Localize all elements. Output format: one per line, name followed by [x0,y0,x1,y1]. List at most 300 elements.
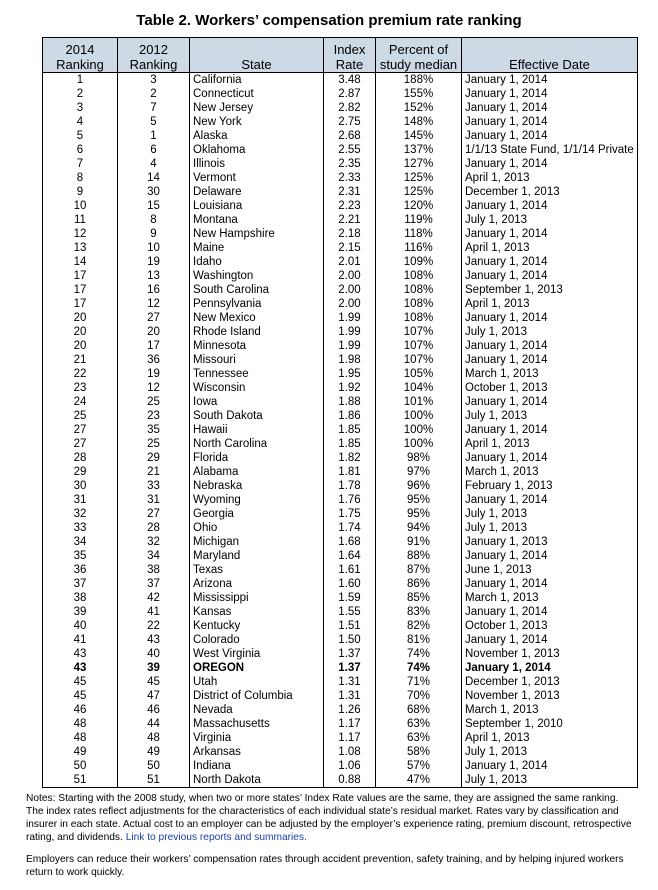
cell-index-rate: 1.75 [324,507,376,521]
cell-effective-date: March 1, 2013 [462,465,638,479]
cell-index-rate: 0.88 [324,773,376,788]
cell-2012-ranking: 10 [118,241,190,255]
cell-2014-ranking: 25 [43,409,118,423]
cell-2012-ranking: 25 [118,437,190,451]
cell-2014-ranking: 28 [43,451,118,465]
cell-2014-ranking: 48 [43,717,118,731]
cell-percent-median: 152% [376,101,462,115]
cell-percent-median: 63% [376,717,462,731]
cell-2012-ranking: 47 [118,689,190,703]
table-row [43,479,638,493]
cell-2014-ranking: 13 [43,241,118,255]
cell-state: Michigan [190,535,324,549]
cell-2012-ranking: 22 [118,619,190,633]
cell-state: Kansas [190,605,324,619]
cell-percent-median: 94% [376,521,462,535]
cell-index-rate: 1.98 [324,353,376,367]
cell-state: California [190,73,324,88]
header-effective-date: Effective Date [462,38,638,73]
table-row [43,451,638,465]
cell-effective-date: January 1, 2014 [462,227,638,241]
cell-percent-median: 100% [376,423,462,437]
table-row [43,73,638,88]
cell-percent-median: 155% [376,87,462,101]
table-row [43,269,638,283]
cell-index-rate: 2.68 [324,129,376,143]
cell-index-rate: 1.37 [324,647,376,661]
cell-2014-ranking: 30 [43,479,118,493]
cell-percent-median: 97% [376,465,462,479]
cell-2012-ranking: 9 [118,227,190,241]
cell-state: Colorado [190,633,324,647]
cell-percent-median: 100% [376,437,462,451]
cell-state: Kentucky [190,619,324,633]
cell-effective-date: June 1, 2013 [462,563,638,577]
table-row [43,563,638,577]
cell-2014-ranking: 17 [43,269,118,283]
cell-percent-median: 145% [376,129,462,143]
cell-percent-median: 57% [376,759,462,773]
cell-2012-ranking: 16 [118,283,190,297]
cell-percent-median: 120% [376,199,462,213]
cell-percent-median: 104% [376,381,462,395]
cell-index-rate: 1.61 [324,563,376,577]
cell-2012-ranking: 32 [118,535,190,549]
cell-2012-ranking: 42 [118,591,190,605]
cell-effective-date: January 1, 2014 [462,87,638,101]
cell-2012-ranking: 12 [118,297,190,311]
cell-state: Pennsylvania [190,297,324,311]
cell-index-rate: 1.99 [324,325,376,339]
cell-state: Oklahoma [190,143,324,157]
cell-2012-ranking: 19 [118,255,190,269]
cell-2012-ranking: 40 [118,647,190,661]
cell-percent-median: 105% [376,367,462,381]
cell-2012-ranking: 35 [118,423,190,437]
cell-percent-median: 95% [376,507,462,521]
cell-effective-date: April 1, 2013 [462,171,638,185]
cell-2012-ranking: 19 [118,367,190,381]
table-header-row [43,38,638,73]
cell-percent-median: 109% [376,255,462,269]
cell-effective-date: April 1, 2013 [462,241,638,255]
cell-2012-ranking: 3 [118,73,190,88]
cell-effective-date: January 1, 2014 [462,311,638,325]
table-row [43,325,638,339]
cell-index-rate: 1.81 [324,465,376,479]
cell-percent-median: 87% [376,563,462,577]
cell-percent-median: 86% [376,577,462,591]
cell-state: Virginia [190,731,324,745]
cell-effective-date: September 1, 2013 [462,283,638,297]
cell-effective-date: October 1, 2013 [462,381,638,395]
cell-effective-date: January 1, 2014 [462,395,638,409]
cell-2014-ranking: 43 [43,661,118,675]
cell-state: West Virginia [190,647,324,661]
cell-percent-median: 81% [376,633,462,647]
cell-index-rate: 2.31 [324,185,376,199]
header-percent-median: Percent of study median [376,38,462,73]
cell-2014-ranking: 45 [43,689,118,703]
cell-index-rate: 1.99 [324,311,376,325]
cell-state: North Carolina [190,437,324,451]
cell-index-rate: 1.64 [324,549,376,563]
header-2012-ranking: 2012 Ranking [118,38,190,73]
cell-effective-date: January 1, 2014 [462,339,638,353]
cell-effective-date: March 1, 2013 [462,367,638,381]
cell-2014-ranking: 27 [43,423,118,437]
table-row [43,633,638,647]
cell-index-rate: 1.92 [324,381,376,395]
cell-2012-ranking: 27 [118,507,190,521]
cell-percent-median: 58% [376,745,462,759]
cell-state: Mississippi [190,591,324,605]
cell-state: New Hampshire [190,227,324,241]
cell-2014-ranking: 10 [43,199,118,213]
cell-percent-median: 137% [376,143,462,157]
cell-percent-median: 107% [376,339,462,353]
cell-percent-median: 83% [376,605,462,619]
cell-effective-date: April 1, 2013 [462,731,638,745]
cell-percent-median: 100% [376,409,462,423]
cell-2014-ranking: 48 [43,731,118,745]
cell-state: Louisiana [190,199,324,213]
cell-index-rate: 1.76 [324,493,376,507]
cell-2012-ranking: 43 [118,633,190,647]
cell-effective-date: February 1, 2013 [462,479,638,493]
cell-percent-median: 71% [376,675,462,689]
cell-state: Florida [190,451,324,465]
cell-index-rate: 1.06 [324,759,376,773]
table-row [43,381,638,395]
cell-index-rate: 2.35 [324,157,376,171]
cell-2012-ranking: 38 [118,563,190,577]
cell-index-rate: 1.26 [324,703,376,717]
cell-index-rate: 1.08 [324,745,376,759]
table-row [43,367,638,381]
cell-state: Delaware [190,185,324,199]
cell-2014-ranking: 34 [43,535,118,549]
table-row [43,353,638,367]
cell-index-rate: 1.31 [324,675,376,689]
table-row [43,619,638,633]
cell-2014-ranking: 35 [43,549,118,563]
cell-effective-date: April 1, 2013 [462,297,638,311]
cell-index-rate: 1.31 [324,689,376,703]
table-row [43,535,638,549]
cell-2014-ranking: 17 [43,297,118,311]
cell-2012-ranking: 36 [118,353,190,367]
table-row [43,731,638,745]
cell-2012-ranking: 31 [118,493,190,507]
cell-state: Texas [190,563,324,577]
cell-state: Tennessee [190,367,324,381]
cell-2012-ranking: 33 [118,479,190,493]
cell-percent-median: 107% [376,325,462,339]
table-row [43,437,638,451]
cell-effective-date: January 1, 2014 [462,129,638,143]
cell-state: OREGON [190,661,324,675]
cell-percent-median: 101% [376,395,462,409]
cell-percent-median: 125% [376,185,462,199]
cell-2012-ranking: 49 [118,745,190,759]
cell-index-rate: 2.23 [324,199,376,213]
cell-percent-median: 148% [376,115,462,129]
cell-2012-ranking: 17 [118,339,190,353]
cell-2014-ranking: 20 [43,339,118,353]
cell-2014-ranking: 49 [43,745,118,759]
footer-text: Employers can reduce their workers’ compensation rates through accident prevention, safety training, and by helping injured workers return to work quickly. [26,854,624,878]
table-row [43,311,638,325]
cell-index-rate: 2.01 [324,255,376,269]
cell-index-rate: 2.33 [324,171,376,185]
notes [26,792,636,844]
cell-percent-median: 91% [376,535,462,549]
cell-effective-date: October 1, 2013 [462,619,638,633]
cell-2014-ranking: 36 [43,563,118,577]
cell-percent-median: 108% [376,311,462,325]
cell-2012-ranking: 6 [118,143,190,157]
cell-2012-ranking: 2 [118,87,190,101]
cell-state: Utah [190,675,324,689]
cell-2014-ranking: 20 [43,325,118,339]
table-row [43,283,638,297]
cell-state: Nevada [190,703,324,717]
cell-index-rate: 2.00 [324,283,376,297]
cell-2012-ranking: 4 [118,157,190,171]
cell-effective-date: January 1, 2014 [462,633,638,647]
cell-2014-ranking: 6 [43,143,118,157]
cell-state: South Carolina [190,283,324,297]
table-row [43,255,638,269]
cell-percent-median: 118% [376,227,462,241]
cell-percent-median: 47% [376,773,462,788]
cell-percent-median: 63% [376,731,462,745]
cell-2012-ranking: 25 [118,395,190,409]
cell-effective-date: January 1, 2014 [462,493,638,507]
cell-state: Wyoming [190,493,324,507]
cell-2012-ranking: 28 [118,521,190,535]
table-row [43,297,638,311]
cell-state: New York [190,115,324,129]
cell-effective-date: July 1, 2013 [462,409,638,423]
cell-percent-median: 108% [376,283,462,297]
cell-effective-date: January 1, 2014 [462,199,638,213]
cell-state: Minnesota [190,339,324,353]
cell-2012-ranking: 14 [118,171,190,185]
cell-index-rate: 1.37 [324,661,376,675]
table-row [43,717,638,731]
cell-state: New Jersey [190,101,324,115]
premium-rate-table [42,37,638,788]
cell-2012-ranking: 5 [118,115,190,129]
table-row [43,339,638,353]
cell-percent-median: 68% [376,703,462,717]
cell-state: South Dakota [190,409,324,423]
cell-2014-ranking: 2 [43,87,118,101]
header-state: State [190,38,324,73]
cell-effective-date: July 1, 2013 [462,521,638,535]
cell-state: Arkansas [190,745,324,759]
cell-state: Massachusetts [190,717,324,731]
table-row [43,605,638,619]
table-row [43,395,638,409]
cell-percent-median: 108% [376,297,462,311]
cell-index-rate: 1.68 [324,535,376,549]
cell-index-rate: 1.85 [324,437,376,451]
cell-2012-ranking: 45 [118,675,190,689]
cell-2012-ranking: 37 [118,577,190,591]
cell-2012-ranking: 1 [118,129,190,143]
cell-index-rate: 2.21 [324,213,376,227]
table-row [43,577,638,591]
cell-effective-date: November 1, 2013 [462,689,638,703]
cell-effective-date: July 1, 2013 [462,507,638,521]
cell-index-rate: 1.55 [324,605,376,619]
cell-effective-date: January 1, 2014 [462,73,638,88]
cell-state: Montana [190,213,324,227]
cell-effective-date: January 1, 2014 [462,101,638,115]
cell-state: Maine [190,241,324,255]
cell-2014-ranking: 24 [43,395,118,409]
cell-state: Ohio [190,521,324,535]
cell-index-rate: 1.17 [324,717,376,731]
cell-effective-date: January 1, 2014 [462,423,638,437]
cell-index-rate: 1.82 [324,451,376,465]
cell-2012-ranking: 8 [118,213,190,227]
table-row [43,689,638,703]
cell-percent-median: 74% [376,661,462,675]
cell-percent-median: 74% [376,647,462,661]
cell-state: New Mexico [190,311,324,325]
cell-effective-date: January 1, 2014 [462,759,638,773]
cell-percent-median: 125% [376,171,462,185]
cell-effective-date: 1/1/13 State Fund, 1/1/14 Private [462,143,638,157]
table-row [43,423,638,437]
cell-state: Washington [190,269,324,283]
cell-percent-median: 95% [376,493,462,507]
cell-state: Connecticut [190,87,324,101]
cell-index-rate: 1.17 [324,731,376,745]
table-row [43,465,638,479]
cell-effective-date: July 1, 2013 [462,745,638,759]
cell-2014-ranking: 40 [43,619,118,633]
table-row [43,703,638,717]
cell-2014-ranking: 12 [43,227,118,241]
cell-state: Alaska [190,129,324,143]
cell-effective-date: September 1, 2010 [462,717,638,731]
cell-2012-ranking: 41 [118,605,190,619]
cell-2014-ranking: 23 [43,381,118,395]
cell-index-rate: 1.85 [324,423,376,437]
cell-2014-ranking: 8 [43,171,118,185]
table-row [43,493,638,507]
cell-effective-date: January 1, 2014 [462,255,638,269]
cell-effective-date: July 1, 2013 [462,773,638,788]
previous-reports-link[interactable]: Link to previous reports and summaries. [125,832,307,843]
cell-2014-ranking: 4 [43,115,118,129]
cell-2014-ranking: 46 [43,703,118,717]
cell-2012-ranking: 12 [118,381,190,395]
cell-state: District of Columbia [190,689,324,703]
cell-percent-median: 88% [376,549,462,563]
cell-2014-ranking: 22 [43,367,118,381]
notes-text: Notes: Starting with the 2008 study, when two or more states’ Index Rate values are the same, they are assigned the same ranking. The index rates reflect adjustments for the characteristics of each individual state’s residual market. Rates vary by classification and insurer in each state. Actual cost to an employer can be adjusted by the employer’s experience rating, premium discount, retrospective rating, and dividends. [26,793,632,843]
cell-percent-median: 119% [376,213,462,227]
cell-2014-ranking: 5 [43,129,118,143]
cell-2012-ranking: 29 [118,451,190,465]
cell-2014-ranking: 29 [43,465,118,479]
cell-2014-ranking: 27 [43,437,118,451]
table-row [43,185,638,199]
table-row [43,87,638,101]
cell-index-rate: 1.86 [324,409,376,423]
cell-2014-ranking: 38 [43,591,118,605]
table-row [43,661,638,675]
cell-2014-ranking: 37 [43,577,118,591]
cell-2014-ranking: 20 [43,311,118,325]
cell-2012-ranking: 20 [118,325,190,339]
table-row [43,549,638,563]
cell-2014-ranking: 45 [43,675,118,689]
table-row [43,647,638,661]
cell-2012-ranking: 7 [118,101,190,115]
table-row [43,227,638,241]
cell-state: Iowa [190,395,324,409]
table-row [43,241,638,255]
cell-effective-date: January 1, 2014 [462,353,638,367]
cell-index-rate: 1.60 [324,577,376,591]
cell-index-rate: 2.00 [324,269,376,283]
cell-state: Indiana [190,759,324,773]
cell-effective-date: January 1, 2014 [462,549,638,563]
table-row [43,101,638,115]
cell-2012-ranking: 15 [118,199,190,213]
cell-effective-date: January 1, 2014 [462,157,638,171]
cell-2014-ranking: 7 [43,157,118,171]
cell-index-rate: 2.00 [324,297,376,311]
cell-state: Idaho [190,255,324,269]
cell-2014-ranking: 41 [43,633,118,647]
cell-2012-ranking: 48 [118,731,190,745]
cell-2012-ranking: 13 [118,269,190,283]
cell-2014-ranking: 39 [43,605,118,619]
cell-state: Hawaii [190,423,324,437]
cell-2012-ranking: 46 [118,703,190,717]
cell-2012-ranking: 39 [118,661,190,675]
cell-2014-ranking: 14 [43,255,118,269]
cell-effective-date: March 1, 2013 [462,703,638,717]
cell-index-rate: 2.55 [324,143,376,157]
cell-index-rate: 1.95 [324,367,376,381]
cell-2012-ranking: 51 [118,773,190,788]
cell-state: Rhode Island [190,325,324,339]
cell-effective-date: January 1, 2014 [462,269,638,283]
cell-percent-median: 82% [376,619,462,633]
cell-index-rate: 1.88 [324,395,376,409]
cell-effective-date: April 1, 2013 [462,437,638,451]
cell-index-rate: 1.74 [324,521,376,535]
cell-2014-ranking: 21 [43,353,118,367]
cell-effective-date: January 1, 2014 [462,605,638,619]
cell-percent-median: 70% [376,689,462,703]
table-row [43,773,638,788]
cell-percent-median: 107% [376,353,462,367]
table-row [43,591,638,605]
table-row [43,675,638,689]
table-row [43,199,638,213]
cell-state: Arizona [190,577,324,591]
